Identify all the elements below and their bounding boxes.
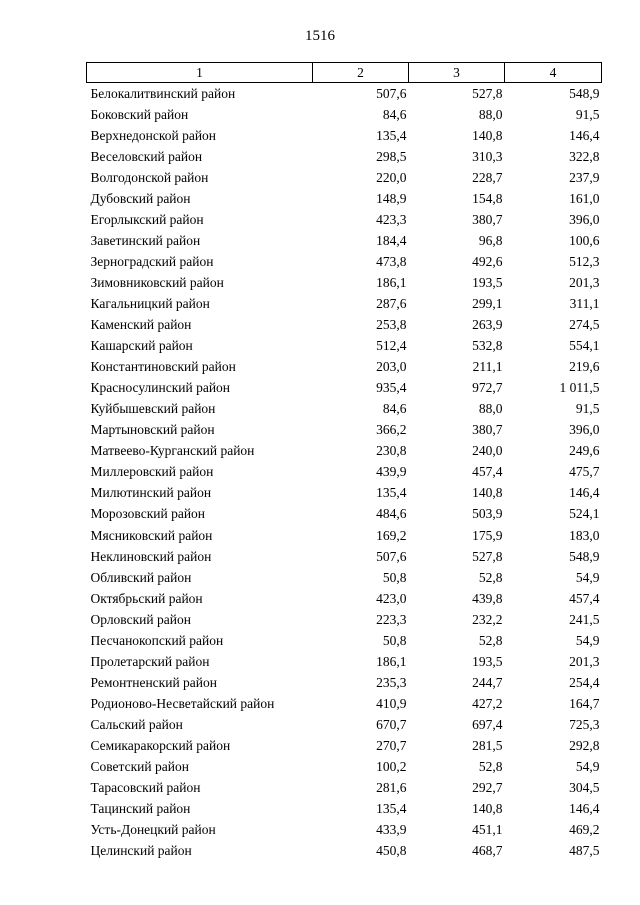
value-cell-col-2: 84,6: [382, 401, 407, 417]
value-cell-col-3: 380,7: [472, 211, 503, 227]
district-name-cell: Верхнедонской район: [90, 127, 217, 143]
value-cell-col-4: 311,1: [569, 295, 600, 311]
value-cell-col-2: 433,9: [376, 822, 407, 838]
table-body: [87, 83, 602, 862]
value-cell-col-2: 298,5: [376, 148, 407, 164]
value-cell-col-4: 254,4: [569, 674, 600, 690]
table-row: [87, 672, 602, 693]
value-cell-col-4: 146,4: [569, 485, 600, 501]
value-cell-col-2: 935,4: [376, 380, 407, 396]
district-name-cell: Мартыновский район: [90, 422, 215, 438]
value-cell-col-2: 135,4: [376, 801, 407, 817]
district-name-cell: Песчанокопский район: [90, 632, 224, 648]
table-row: [87, 651, 602, 672]
value-cell-col-2: 512,4: [376, 338, 407, 354]
value-cell-col-3: 193,5: [472, 274, 503, 290]
value-cell-col-4: 100,6: [569, 232, 600, 248]
table-row: [87, 799, 602, 820]
value-cell-col-4: 54,9: [575, 759, 600, 775]
value-cell-col-3: 697,4: [472, 716, 503, 732]
value-cell-col-2: 84,6: [382, 106, 407, 122]
value-cell-col-2: 203,0: [376, 359, 407, 375]
value-cell-col-2: 423,3: [376, 211, 407, 227]
value-cell-col-3: 154,8: [472, 190, 503, 206]
table-row: [87, 209, 602, 230]
value-cell-col-4: 396,0: [569, 422, 600, 438]
value-cell-col-3: 175,9: [472, 527, 503, 543]
table-row: [87, 567, 602, 588]
value-cell-col-3: 96,8: [478, 232, 503, 248]
district-name-cell: Куйбышевский район: [90, 401, 216, 417]
district-name-cell: Морозовский район: [90, 506, 206, 522]
district-name-cell: Дубовский район: [90, 190, 191, 206]
value-cell-col-3: 263,9: [472, 317, 503, 333]
district-name-cell: Миллеровский район: [90, 464, 214, 480]
value-cell-col-4: 274,5: [569, 317, 600, 333]
header-row: [87, 63, 602, 83]
table-row: [87, 251, 602, 272]
value-cell-col-3: 972,7: [472, 380, 503, 396]
district-name-cell: Зимовниковский район: [90, 274, 224, 290]
value-cell-col-4: 322,8: [569, 148, 600, 164]
value-cell-col-3: 211,1: [472, 359, 503, 375]
value-cell-col-3: 140,8: [472, 485, 503, 501]
table-row: [87, 420, 602, 441]
value-cell-col-2: 484,6: [376, 506, 407, 522]
table-row: [87, 483, 602, 504]
value-cell-col-2: 253,8: [376, 317, 407, 333]
value-cell-col-4: 201,3: [569, 274, 600, 290]
value-cell-col-2: 223,3: [376, 611, 407, 627]
value-cell-col-4: 524,1: [569, 506, 600, 522]
value-cell-col-4: 475,7: [569, 464, 600, 480]
value-cell-col-3: 380,7: [472, 422, 503, 438]
value-cell-col-3: 439,8: [472, 590, 503, 606]
value-cell-col-4: 146,4: [569, 801, 600, 817]
value-cell-col-4: 164,7: [569, 695, 600, 711]
value-cell-col-4: 548,9: [569, 85, 600, 101]
value-cell-col-3: 427,2: [472, 695, 503, 711]
district-name-cell: Милютинский район: [90, 485, 212, 501]
value-cell-col-2: 670,7: [376, 716, 407, 732]
table-row: [87, 293, 602, 314]
value-cell-col-3: 492,6: [472, 253, 503, 269]
district-name-cell: Матвеево-Курганский район: [90, 443, 255, 459]
value-cell-col-4: 725,3: [569, 716, 600, 732]
value-cell-col-3: 292,7: [472, 780, 503, 796]
value-cell-col-3: 240,0: [472, 443, 503, 459]
table-row: [87, 546, 602, 567]
value-cell-col-3: 88,0: [478, 401, 503, 417]
value-cell-col-2: 135,4: [376, 127, 407, 143]
district-name-cell: Белокалитвинский район: [90, 85, 236, 101]
table-header: [87, 63, 602, 83]
district-name-cell: Семикаракорский район: [90, 737, 231, 753]
district-name-cell: Советский район: [90, 759, 189, 775]
district-name-cell: Заветинский район: [90, 232, 201, 248]
district-name-cell: Веселовский район: [90, 148, 203, 164]
value-cell-col-4: 548,9: [569, 548, 600, 564]
district-name-cell: Константиновский район: [90, 359, 236, 375]
value-cell-col-2: 50,8: [382, 569, 407, 585]
table-row: [87, 693, 602, 714]
table-row: [87, 778, 602, 799]
table-row: [87, 188, 602, 209]
value-cell-col-3: 88,0: [478, 106, 503, 122]
table-row: [87, 609, 602, 630]
value-cell-col-3: 140,8: [472, 801, 503, 817]
table-row: [87, 336, 602, 357]
value-cell-col-2: 287,6: [376, 295, 407, 311]
value-cell-col-2: 186,1: [376, 274, 407, 290]
value-cell-col-2: 220,0: [376, 169, 407, 185]
value-cell-col-3: 532,8: [472, 338, 503, 354]
value-cell-col-3: 457,4: [472, 464, 503, 480]
district-name-cell: Зерноградский район: [90, 253, 214, 269]
table-row: [87, 399, 602, 420]
value-cell-col-4: 487,5: [569, 843, 600, 859]
value-cell-col-4: 237,9: [569, 169, 600, 185]
district-name-cell: Тарасовский район: [90, 780, 201, 796]
table-row: [87, 504, 602, 525]
district-name-cell: Егорлыкский район: [90, 211, 204, 227]
value-cell-col-3: 140,8: [472, 127, 503, 143]
value-cell-col-2: 410,9: [376, 695, 407, 711]
table-row: [87, 378, 602, 399]
value-cell-col-2: 507,6: [376, 548, 407, 564]
value-cell-col-3: 232,2: [472, 611, 503, 627]
table-row: [87, 272, 602, 293]
table-row: [87, 230, 602, 251]
column-header-3: 3: [409, 63, 505, 83]
value-cell-col-2: 50,8: [382, 632, 407, 648]
table-row: [87, 357, 602, 378]
district-name-cell: Кагальницкий район: [90, 295, 210, 311]
value-cell-col-2: 135,4: [376, 485, 407, 501]
value-cell-col-2: 366,2: [376, 422, 407, 438]
table-row: [87, 757, 602, 778]
table-row: [87, 630, 602, 651]
table-row: [87, 83, 602, 105]
table-row: [87, 104, 602, 125]
district-name-cell: Обливский район: [90, 569, 192, 585]
value-cell-col-2: 230,8: [376, 443, 407, 459]
value-cell-col-2: 148,9: [376, 190, 407, 206]
table-row: [87, 146, 602, 167]
value-cell-col-3: 468,7: [472, 843, 503, 859]
value-cell-col-4: 249,6: [569, 443, 600, 459]
district-name-cell: Ремонтненский район: [90, 674, 217, 690]
table-row: [87, 441, 602, 462]
value-cell-col-2: 473,8: [376, 253, 407, 269]
district-name-cell: Сальский район: [90, 716, 183, 732]
table-row: [87, 315, 602, 336]
value-cell-col-2: 450,8: [376, 843, 407, 859]
value-cell-col-3: 281,5: [472, 737, 503, 753]
value-cell-col-4: 512,3: [569, 253, 600, 269]
value-cell-col-2: 281,6: [376, 780, 407, 796]
value-cell-col-3: 52,8: [478, 632, 503, 648]
value-cell-col-4: 91,5: [575, 106, 600, 122]
district-name-cell: Родионово-Несветайский район: [90, 695, 275, 711]
value-cell-col-4: 469,2: [569, 822, 600, 838]
district-name-cell: Пролетарский район: [90, 653, 210, 669]
value-cell-col-4: 54,9: [575, 632, 600, 648]
page-number: 1516: [305, 28, 335, 44]
value-cell-col-3: 503,9: [472, 506, 503, 522]
value-cell-col-4: 219,6: [569, 359, 600, 375]
table-row: [87, 462, 602, 483]
district-name-cell: Неклиновский район: [90, 548, 212, 564]
value-cell-col-4: 201,3: [569, 653, 600, 669]
value-cell-col-3: 527,8: [472, 85, 503, 101]
value-cell-col-3: 52,8: [478, 759, 503, 775]
value-cell-col-4: 457,4: [569, 590, 600, 606]
value-cell-col-3: 244,7: [472, 674, 503, 690]
table-row: [87, 820, 602, 841]
value-cell-col-2: 186,1: [376, 653, 407, 669]
value-cell-col-3: 451,1: [472, 822, 503, 838]
value-cell-col-2: 100,2: [376, 759, 407, 775]
value-cell-col-2: 169,2: [376, 527, 407, 543]
value-cell-col-4: 554,1: [569, 338, 600, 354]
value-cell-col-4: 304,5: [569, 780, 600, 796]
value-cell-col-3: 193,5: [472, 653, 503, 669]
value-cell-col-4: 146,4: [569, 127, 600, 143]
value-cell-col-2: 439,9: [376, 464, 407, 480]
value-cell-col-4: 241,5: [569, 611, 600, 627]
value-cell-col-3: 310,3: [472, 148, 503, 164]
district-name-cell: Красносулинский район: [90, 380, 231, 396]
value-cell-col-4: 396,0: [569, 211, 600, 227]
district-name-cell: Кашарский район: [90, 338, 193, 354]
value-cell-col-2: 423,0: [376, 590, 407, 606]
table-row: [87, 841, 602, 862]
table-row: [87, 735, 602, 756]
district-name-cell: Волгодонской район: [90, 169, 209, 185]
district-name-cell: Каменский район: [90, 317, 192, 333]
value-cell-col-3: 299,1: [472, 295, 503, 311]
value-cell-col-4: 91,5: [575, 401, 600, 417]
table-row: [87, 167, 602, 188]
value-cell-col-3: 52,8: [478, 569, 503, 585]
column-header-1: 1: [87, 63, 313, 83]
value-cell-col-3: 527,8: [472, 548, 503, 564]
district-table: [86, 62, 602, 862]
table-row: [87, 525, 602, 546]
value-cell-col-2: 507,6: [376, 85, 407, 101]
value-cell-col-4: 183,0: [569, 527, 600, 543]
district-name-cell: Тацинский район: [90, 801, 191, 817]
value-cell-col-2: 235,3: [376, 674, 407, 690]
value-cell-col-4: 54,9: [575, 569, 600, 585]
district-name-cell: Орловский район: [90, 611, 191, 627]
district-name-cell: Целинский район: [90, 843, 192, 859]
table-row: [87, 714, 602, 735]
district-name-cell: Октябрьский район: [90, 590, 203, 606]
district-name-cell: Мясниковский район: [90, 527, 213, 543]
column-header-4: 4: [505, 63, 602, 83]
value-cell-col-2: 270,7: [376, 737, 407, 753]
table-row: [87, 588, 602, 609]
value-cell-col-4: 292,8: [569, 737, 600, 753]
value-cell-col-4: 1 011,5: [559, 380, 600, 396]
column-header-2: 2: [313, 63, 409, 83]
district-name-cell: Усть-Донецкий район: [90, 822, 216, 838]
value-cell-col-3: 228,7: [472, 169, 503, 185]
value-cell-col-2: 184,4: [376, 232, 407, 248]
district-name-cell: Боковский район: [90, 106, 189, 122]
table-row: [87, 125, 602, 146]
value-cell-col-4: 161,0: [569, 190, 600, 206]
